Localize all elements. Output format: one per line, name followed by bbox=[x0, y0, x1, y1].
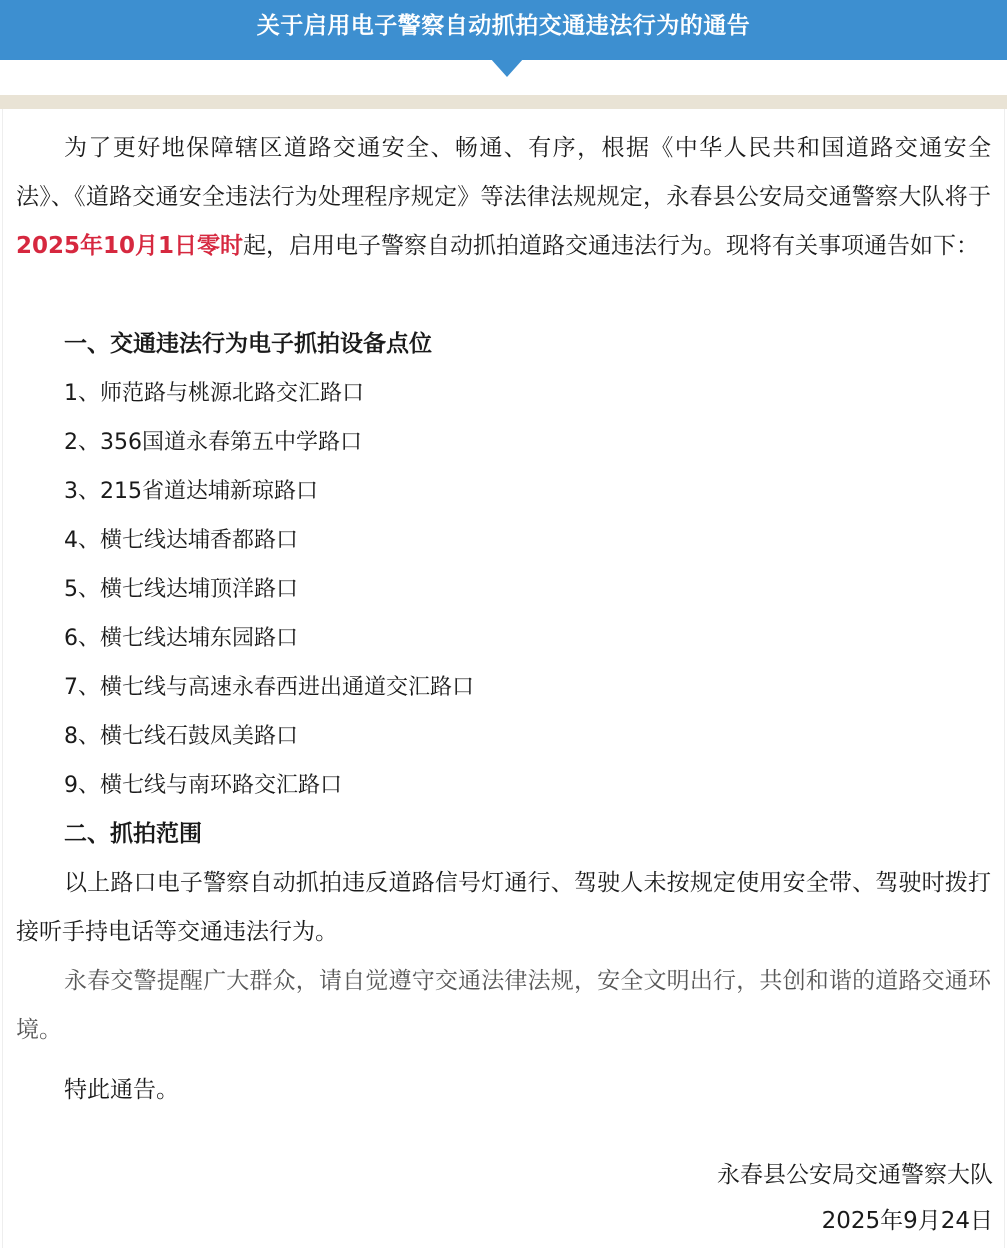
location-item: 1、师范路与桃源北路交汇路口 bbox=[64, 381, 364, 406]
banner-pointer bbox=[490, 58, 524, 77]
intro-text-after: 起，启用电子警察自动抓拍道路交通违法行为。现将有关事项通告如下： bbox=[243, 233, 980, 259]
capture-scope-paragraph: 以上路口电子警察自动抓拍违反道路信号灯通行、驾驶人未按规定使用安全带、驾驶时拨打接听手持电话等交通违法行为。 bbox=[16, 870, 991, 945]
header-banner bbox=[0, 0, 1007, 60]
location-item: 9、横七线与南环路交汇路口 bbox=[64, 773, 342, 798]
page-title: 关于启用电子警察自动抓拍交通违法行为的通告 bbox=[256, 12, 751, 39]
location-item: 5、横七线达埔顶洋路口 bbox=[64, 577, 298, 602]
reminder-paragraph: 永春交警提醒广大群众，请自觉遵守交通法律法规，安全文明出行，共创和谐的道路交通环境。 bbox=[16, 968, 991, 1043]
location-item: 2、356国道永春第五中学路口 bbox=[64, 430, 362, 455]
location-item: 7、横七线与高速永春西进出通道交汇路口 bbox=[64, 675, 474, 700]
issue-date: 2025年9月24日 bbox=[821, 1208, 993, 1234]
effective-date-highlight: 2025年10月1日零时 bbox=[16, 233, 244, 259]
location-item: 8、横七线石鼓凤美路口 bbox=[64, 724, 298, 749]
location-item: 6、横七线达埔东园路口 bbox=[64, 626, 298, 651]
section2-heading: 二、抓拍范围 bbox=[64, 821, 202, 847]
closing-text: 特此通告。 bbox=[64, 1077, 179, 1103]
issuer-name: 永春县公安局交通警察大队 bbox=[717, 1162, 993, 1188]
intro-text-before: 为了更好地保障辖区道路交通安全、畅通、有序，根据《中华人民共和国道路交通安全法》、《道路交通安全违法行为处理程序规定》等法律法规规定，永春县公安局交通警察大队将于 bbox=[16, 135, 991, 210]
location-item: 4、横七线达埔香都路口 bbox=[64, 528, 298, 553]
intro-paragraph bbox=[16, 124, 991, 271]
divider-band bbox=[0, 95, 1007, 109]
location-item: 3、215省道达埔新琼路口 bbox=[64, 479, 318, 504]
section1-heading: 一、交通违法行为电子抓拍设备点位 bbox=[64, 331, 432, 357]
